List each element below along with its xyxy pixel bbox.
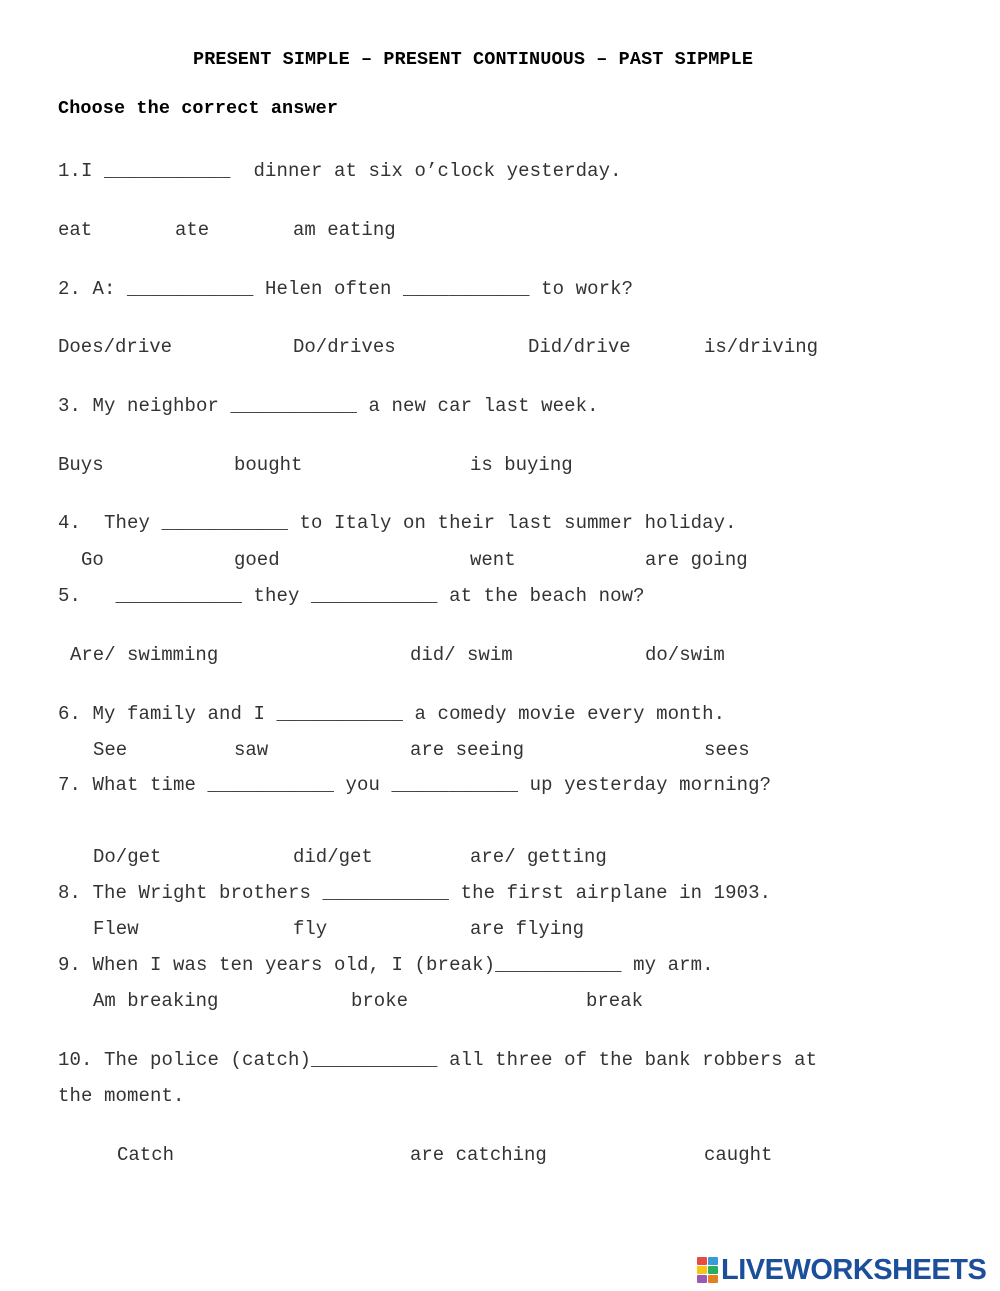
q6-option-4[interactable]: sees — [704, 739, 750, 761]
liveworksheets-logo — [697, 1256, 986, 1284]
question-10-line-1: 10. The police (catch)___________ all three of the bank robbers at — [58, 1049, 818, 1071]
logo-block — [697, 1257, 707, 1265]
logo-text: LIVEWORKSHEETS — [721, 1254, 987, 1286]
q3-option-2[interactable]: bought — [234, 454, 303, 476]
logo-block — [697, 1275, 707, 1283]
q8-option-1[interactable]: Flew — [93, 918, 139, 940]
q8-option-3[interactable]: are flying — [470, 918, 585, 940]
q2-option-1[interactable]: Does/drive — [58, 336, 173, 358]
q6-option-1[interactable]: See — [93, 739, 128, 761]
question-6: 6. My family and I ___________ a comedy movie every month. — [58, 703, 726, 725]
q5-option-2[interactable]: did/ swim — [410, 644, 513, 666]
question-10-line-2: the moment. — [58, 1085, 185, 1107]
q8-option-2[interactable]: fly — [293, 918, 328, 940]
q9-option-2[interactable]: broke — [351, 990, 409, 1012]
question-9: 9. When I was ten years old, I (break)___________ my arm. — [58, 954, 714, 976]
q7-option-2[interactable]: did/get — [293, 846, 373, 868]
q10-option-3[interactable]: caught — [704, 1144, 773, 1166]
q7-option-3[interactable]: are/ getting — [470, 846, 607, 868]
q5-option-3[interactable]: do/swim — [645, 644, 725, 666]
question-8: 8. The Wright brothers ___________ the first airplane in 1903. — [58, 882, 772, 904]
q1-option-2[interactable]: ate — [175, 219, 210, 241]
q1-option-1[interactable]: eat — [58, 219, 93, 241]
question-1: 1.I ___________ dinner at six o’clock yesterday. — [58, 160, 622, 182]
q1-option-3[interactable]: am eating — [293, 219, 396, 241]
question-4: 4. They ___________ to Italy on their last summer holiday. — [58, 512, 737, 534]
q9-option-3[interactable]: break — [586, 990, 644, 1012]
q2-option-2[interactable]: Do/drives — [293, 336, 396, 358]
q7-option-1[interactable]: Do/get — [93, 846, 162, 868]
q2-option-3[interactable]: Did/drive — [528, 336, 631, 358]
q4-option-2[interactable]: goed — [234, 549, 280, 571]
question-2: 2. A: ___________ Helen often ___________ to work? — [58, 278, 634, 300]
question-3: 3. My neighbor ___________ a new car last week. — [58, 395, 599, 417]
q4-option-4[interactable]: are going — [645, 549, 748, 571]
page-title: PRESENT SIMPLE – PRESENT CONTINUOUS – PAST SIPMPLE — [193, 49, 754, 70]
q2-option-4[interactable]: is/driving — [704, 336, 819, 358]
q3-option-3[interactable]: is buying — [470, 454, 573, 476]
q6-option-3[interactable]: are seeing — [410, 739, 525, 761]
q4-option-3[interactable]: went — [470, 549, 516, 571]
q4-option-1[interactable]: Go — [81, 549, 104, 571]
logo-block — [697, 1266, 707, 1274]
q9-option-1[interactable]: Am breaking — [93, 990, 219, 1012]
logo-block — [708, 1275, 718, 1283]
q6-option-2[interactable]: saw — [234, 739, 269, 761]
logo-blocks-icon — [697, 1257, 718, 1283]
logo-block — [708, 1257, 718, 1265]
q10-option-2[interactable]: are catching — [410, 1144, 547, 1166]
instructions: Choose the correct answer — [58, 98, 339, 119]
q3-option-1[interactable]: Buys — [58, 454, 104, 476]
q10-option-1[interactable]: Catch — [117, 1144, 175, 1166]
question-5: 5. ___________ they ___________ at the beach now? — [58, 585, 645, 607]
logo-block — [708, 1266, 718, 1274]
q5-option-1[interactable]: Are/ swimming — [70, 644, 219, 666]
question-7: 7. What time ___________ you ___________ up yesterday morning? — [58, 774, 772, 796]
